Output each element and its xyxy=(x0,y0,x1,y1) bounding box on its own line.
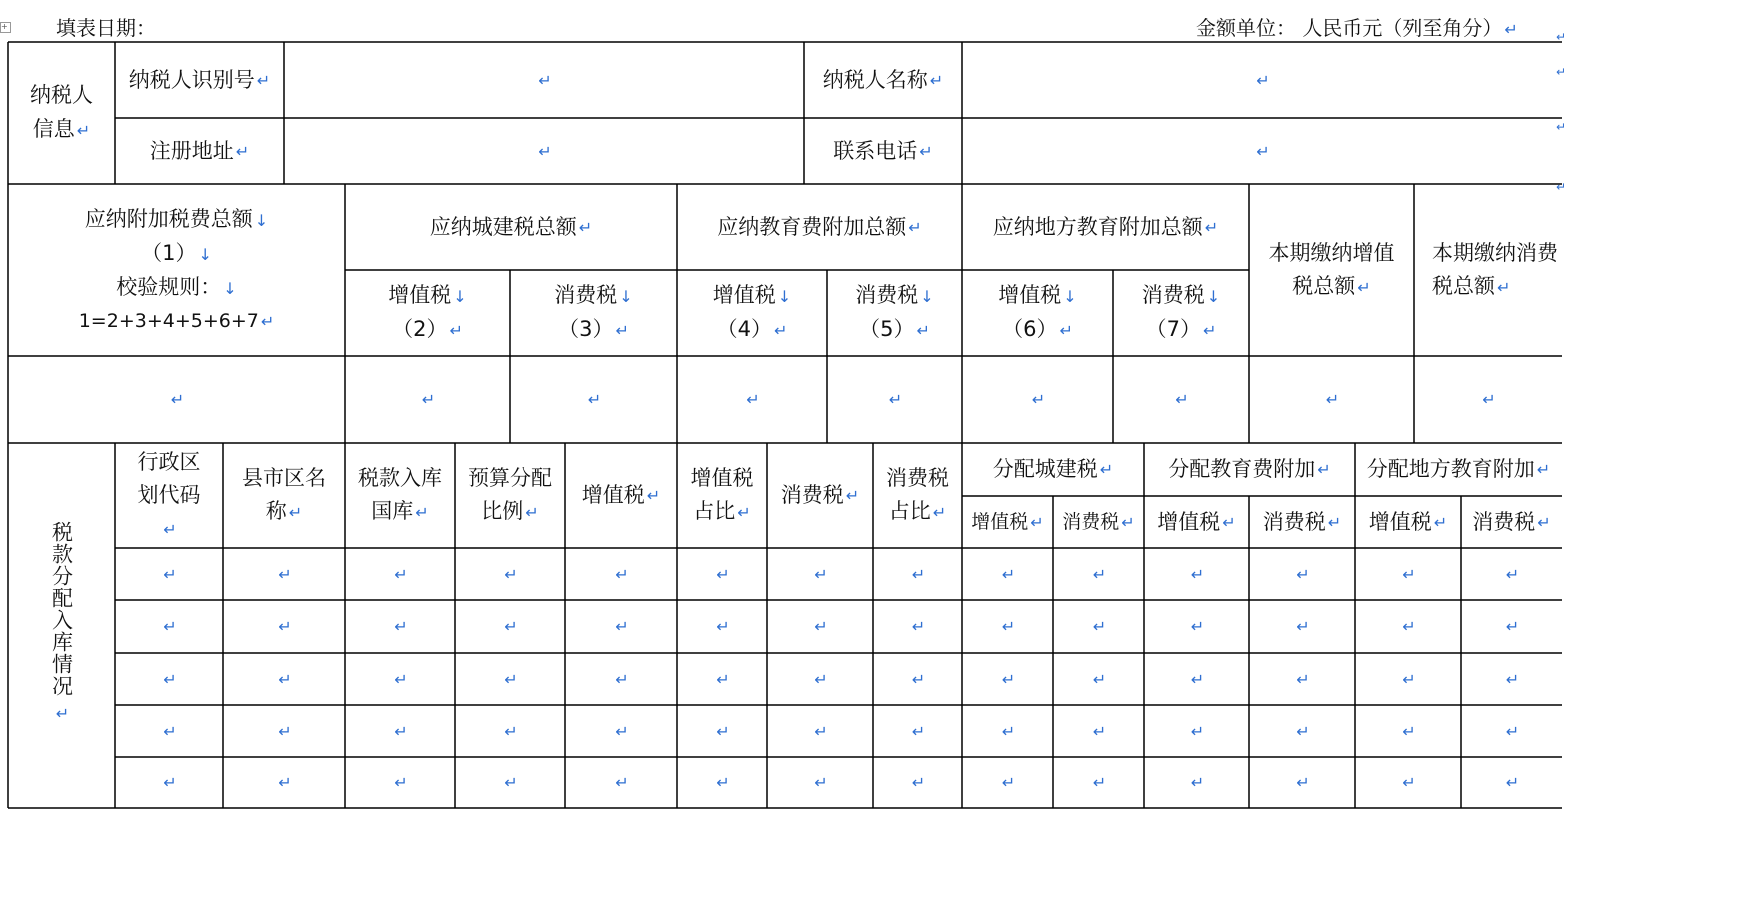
paragraph-mark-icon: ↵ xyxy=(1190,721,1205,741)
paragraph-mark-icon: ↵ xyxy=(394,564,408,584)
paragraph-mark-icon: ↵ xyxy=(278,669,292,689)
taxpayer-id-field[interactable]: ↵ xyxy=(538,70,552,90)
paragraph-mark-icon: ↵ xyxy=(394,617,408,636)
table-cell[interactable] xyxy=(1461,653,1562,705)
paragraph-mark-icon: ↵ xyxy=(814,564,828,584)
paragraph-mark-icon: ↵ xyxy=(615,773,629,792)
paragraph-mark-icon: ↵ xyxy=(1296,564,1310,584)
table-cell[interactable] xyxy=(345,653,455,705)
paragraph-mark-icon: ↵ xyxy=(1190,564,1205,584)
table-cell[interactable] xyxy=(962,548,1053,600)
table-cell[interactable] xyxy=(962,600,1053,653)
paragraph-mark-icon: ↵ xyxy=(394,773,408,792)
county-name-header: 县市区名称 ↵ xyxy=(242,466,326,523)
taxpayer-name-field[interactable]: ↵ xyxy=(1256,70,1270,90)
table-cell[interactable] xyxy=(345,600,455,653)
table-cell[interactable] xyxy=(455,705,565,757)
total-surcharge-value[interactable]: ↵ xyxy=(170,390,185,409)
paragraph-mark-icon: ↵ xyxy=(504,721,518,741)
allocate-edu-surcharge-header: 分配教育费附加 ↵ xyxy=(1168,457,1331,481)
paragraph-mark-icon: ↵ xyxy=(1296,669,1310,689)
table-cell[interactable] xyxy=(565,600,677,653)
paragraph-mark-icon: ↵ xyxy=(911,617,926,636)
paragraph-mark-icon: ↵ xyxy=(163,617,177,636)
table-cell[interactable] xyxy=(1053,757,1144,808)
paragraph-mark-icon: ↵ xyxy=(278,773,292,792)
table-cell[interactable] xyxy=(455,653,565,705)
row-end-marker: ↵ xyxy=(1556,180,1567,194)
table-cell[interactable] xyxy=(1053,705,1144,757)
paragraph-mark-icon: ↵ xyxy=(1092,564,1107,584)
paragraph-mark-icon: ↵ xyxy=(394,721,408,741)
paragraph-mark-icon: ↵ xyxy=(1505,669,1520,689)
table-cell[interactable] xyxy=(1461,600,1562,653)
consumption-paid-total-label: 本期缴纳消费税总额 ↵ xyxy=(1432,240,1558,298)
paragraph-mark-icon: ↵ xyxy=(394,669,408,689)
paragraph-mark-icon: ↵ xyxy=(278,617,292,636)
paragraph-mark-icon: ↵ xyxy=(911,721,926,741)
table-cell[interactable] xyxy=(1355,757,1461,808)
allocate-local-edu-header: 分配地方教育附加 ↵ xyxy=(1366,457,1551,481)
table-cell[interactable] xyxy=(1355,548,1461,600)
paragraph-mark-icon: ↵ xyxy=(814,773,828,792)
local-edu-vat-col-header: 增值税 ↓ （6） ↵ xyxy=(998,283,1077,341)
table-cell[interactable] xyxy=(767,653,873,705)
paragraph-mark-icon: ↵ xyxy=(615,721,629,741)
vat-paid-value[interactable]: ↵ xyxy=(1325,390,1340,409)
row-end-marker: ↵ xyxy=(1556,65,1567,79)
table-cell[interactable] xyxy=(873,757,962,808)
table-cell[interactable] xyxy=(1144,705,1249,757)
paragraph-mark-icon: ↵ xyxy=(1001,564,1016,584)
paragraph-mark-icon: ↵ xyxy=(814,617,828,636)
table-cell[interactable] xyxy=(1144,653,1249,705)
urban-consumption-col-header: 消费税 ↓ （3） ↵ xyxy=(554,283,633,341)
table-cell[interactable] xyxy=(1053,653,1144,705)
local-edu-vat-value[interactable]: ↵ xyxy=(1031,390,1046,409)
urban-vat-sub-header: 增值税 ↵ xyxy=(971,510,1044,533)
table-cell[interactable] xyxy=(677,757,767,808)
local-education-total-label: 应纳地方教育附加总额 ↵ xyxy=(992,214,1219,239)
paragraph-mark-icon: ↵ xyxy=(716,669,730,689)
paragraph-mark-icon: ↵ xyxy=(1001,617,1016,636)
table-cell[interactable] xyxy=(1249,705,1355,757)
urban-vat-value[interactable]: ↵ xyxy=(421,390,436,409)
local-edu-consumption-sub-header: 消费税 ↵ xyxy=(1472,509,1551,534)
currency-unit-label: 金额单位： 人民币元（列至角分） ↵ xyxy=(1196,16,1518,40)
table-cell[interactable] xyxy=(115,600,223,653)
allocation-section-label: 税款分配入库情况 ↵ xyxy=(49,521,74,723)
paragraph-mark-icon: ↵ xyxy=(814,721,828,741)
table-cell[interactable] xyxy=(1053,548,1144,600)
table-cell[interactable] xyxy=(223,757,345,808)
table-cell[interactable] xyxy=(345,757,455,808)
paragraph-mark-icon: ↵ xyxy=(615,669,629,689)
education-surcharge-total-label: 应纳教育费附加总额 ↵ xyxy=(717,214,922,239)
vat-share-header: 增值税占比 ↵ xyxy=(690,466,754,523)
total-surcharge-label: 应纳附加税费总额 ↓ （1） ↓ 校验规则： ↓ 1=2+3+4+5+6+7 ↵ xyxy=(78,206,275,332)
paragraph-mark-icon: ↵ xyxy=(716,564,730,584)
table-cell[interactable] xyxy=(455,600,565,653)
address-field[interactable]: ↵ xyxy=(538,141,552,161)
table-cell[interactable] xyxy=(223,600,345,653)
table-cell[interactable] xyxy=(1355,653,1461,705)
paragraph-mark-icon: ↵ xyxy=(1505,721,1520,741)
paragraph-mark-icon: ↵ xyxy=(1296,721,1310,741)
phone-field[interactable]: ↵ xyxy=(1256,141,1270,161)
paragraph-mark-icon: ↵ xyxy=(278,564,292,584)
paragraph-mark-icon: ↵ xyxy=(504,773,518,792)
paragraph-mark-icon: ↵ xyxy=(1402,564,1416,584)
table-cell[interactable] xyxy=(767,600,873,653)
table-cell[interactable] xyxy=(1249,653,1355,705)
paragraph-mark-icon: ↵ xyxy=(504,564,518,584)
table-cell[interactable] xyxy=(767,705,873,757)
table-cell[interactable] xyxy=(677,653,767,705)
paragraph-mark-icon: ↵ xyxy=(163,564,177,584)
taxpayer-info-label: 纳税人信息 ↵ xyxy=(30,83,93,141)
paragraph-mark-icon: ↵ xyxy=(1402,617,1416,636)
table-cell[interactable] xyxy=(345,548,455,600)
table-cell[interactable] xyxy=(1144,600,1249,653)
vat-paid-total-label: 本期缴纳增值税总额 ↵ xyxy=(1268,240,1395,298)
paragraph-mark-icon: ↵ xyxy=(911,564,926,584)
paragraph-mark-icon: ↵ xyxy=(1296,773,1310,792)
paragraph-mark-icon: ↵ xyxy=(1402,669,1416,689)
urban-vat-col-header: 增值税 ↓ （2） ↵ xyxy=(388,283,467,341)
table-cell[interactable] xyxy=(1461,705,1562,757)
paragraph-mark-icon: ↵ xyxy=(615,564,629,584)
local-edu-consumption-value[interactable]: ↵ xyxy=(1175,390,1189,409)
urban-consumption-sub-header: 消费税 ↵ xyxy=(1062,510,1135,533)
table-cell[interactable] xyxy=(873,548,962,600)
budget-ratio-header: 预算分配比例 ↵ xyxy=(468,466,552,523)
anchor-icon: + xyxy=(0,22,11,33)
table-cell[interactable] xyxy=(115,653,223,705)
treasury-header: 税款入库国库 ↵ xyxy=(358,466,442,523)
table-cell[interactable] xyxy=(677,548,767,600)
table-cell[interactable] xyxy=(115,548,223,600)
table-cell[interactable] xyxy=(455,548,565,600)
region-code-header: 行政区划代码↵ xyxy=(137,449,201,539)
table-cell[interactable] xyxy=(223,548,345,600)
paragraph-mark-icon: ↵ xyxy=(911,773,926,792)
table-cell[interactable] xyxy=(1144,757,1249,808)
table-cell[interactable] xyxy=(1249,600,1355,653)
address-label: 注册地址 ↵ xyxy=(149,138,250,163)
paragraph-mark-icon: ↵ xyxy=(716,617,730,636)
paragraph-mark-icon: ↵ xyxy=(1505,773,1520,792)
paragraph-mark-icon: ↵ xyxy=(278,721,292,741)
table-cell[interactable] xyxy=(962,653,1053,705)
paragraph-mark-icon: ↵ xyxy=(615,617,629,636)
edu-consumption-sub-header: 消费税 ↵ xyxy=(1262,509,1342,534)
taxpayer-id-label: 纳税人识别号 ↵ xyxy=(128,67,271,92)
paragraph-mark-icon: ↵ xyxy=(1001,669,1016,689)
edu-vat-col-header: 增值税 ↓ （4） ↵ xyxy=(712,283,792,341)
paragraph-mark-icon: ↵ xyxy=(1092,617,1107,636)
table-cell[interactable] xyxy=(962,705,1053,757)
fill-date-label: 填表日期： xyxy=(56,16,156,40)
paragraph-mark-icon: ↵ xyxy=(1001,773,1016,792)
table-cell[interactable] xyxy=(677,705,767,757)
paragraph-mark-icon: ↵ xyxy=(1505,564,1520,584)
table-cell[interactable] xyxy=(1461,548,1562,600)
paragraph-mark-icon: ↵ xyxy=(1190,617,1205,636)
taxpayer-name-label: 纳税人名称 ↵ xyxy=(822,67,944,92)
urban-tax-total-label: 应纳城建税总额 ↵ xyxy=(429,214,593,239)
paragraph-mark-icon: ↵ xyxy=(1092,773,1107,792)
paragraph-mark-icon: ↵ xyxy=(1505,617,1520,636)
table-cell[interactable] xyxy=(873,705,962,757)
table-cell[interactable] xyxy=(962,757,1053,808)
table-cell[interactable] xyxy=(565,757,677,808)
local-edu-vat-sub-header: 增值税 ↵ xyxy=(1368,509,1448,534)
table-cell[interactable] xyxy=(1249,548,1355,600)
table-cell[interactable] xyxy=(1144,548,1249,600)
table-cell[interactable] xyxy=(565,705,677,757)
table-cell[interactable] xyxy=(565,548,677,600)
table-cell[interactable] xyxy=(1461,757,1562,808)
paragraph-mark-icon: ↵ xyxy=(814,669,828,689)
table-cell[interactable] xyxy=(1355,705,1461,757)
paragraph-mark-icon: ↵ xyxy=(1092,669,1107,689)
urban-consumption-value[interactable]: ↵ xyxy=(587,390,602,409)
table-cell[interactable] xyxy=(873,600,962,653)
table-cell[interactable] xyxy=(767,757,873,808)
paragraph-mark-icon: ↵ xyxy=(911,669,926,689)
table-cell[interactable] xyxy=(115,757,223,808)
table-cell[interactable] xyxy=(223,653,345,705)
table-cell[interactable] xyxy=(677,600,767,653)
row-end-marker: ↵ xyxy=(1556,30,1567,44)
allocate-urban-tax-header: 分配城建税 ↵ xyxy=(992,457,1114,481)
consumption-header: 消费税 ↵ xyxy=(780,483,860,507)
edu-vat-value[interactable]: ↵ xyxy=(746,390,760,409)
table-cell[interactable] xyxy=(1355,600,1461,653)
vat-header: 增值税 ↵ xyxy=(581,483,661,507)
paragraph-mark-icon: ↵ xyxy=(716,721,730,741)
paragraph-mark-icon: ↵ xyxy=(1190,773,1205,792)
paragraph-mark-icon: ↵ xyxy=(1402,773,1416,792)
row-end-marker: ↵ xyxy=(1556,120,1567,134)
paragraph-mark-icon: ↵ xyxy=(1001,721,1016,741)
table-cell[interactable] xyxy=(1053,600,1144,653)
edu-consumption-col-header: 消费税 ↓ （5） ↵ xyxy=(855,283,934,341)
edu-vat-sub-header: 增值税 ↵ xyxy=(1157,509,1236,534)
table-cell[interactable] xyxy=(565,653,677,705)
paragraph-mark-icon: ↵ xyxy=(1092,721,1107,741)
local-edu-consumption-col-header: 消费税 ↓ （7） ↵ xyxy=(1141,283,1221,341)
paragraph-mark-icon: ↵ xyxy=(163,773,177,792)
phone-label: 联系电话 ↵ xyxy=(833,138,933,163)
consumption-share-header: 消费税占比 ↵ xyxy=(886,466,949,523)
table-cell[interactable] xyxy=(767,548,873,600)
paragraph-mark-icon: ↵ xyxy=(1402,721,1416,741)
table-cell[interactable] xyxy=(115,705,223,757)
table-cell[interactable] xyxy=(223,705,345,757)
paragraph-mark-icon: ↵ xyxy=(716,773,730,792)
paragraph-mark-icon: ↵ xyxy=(504,669,518,689)
paragraph-mark-icon: ↵ xyxy=(1190,669,1205,689)
edu-consumption-value[interactable]: ↵ xyxy=(888,390,903,409)
consumption-paid-value[interactable]: ↵ xyxy=(1482,390,1496,409)
table-cell[interactable] xyxy=(1249,757,1355,808)
table-cell[interactable] xyxy=(455,757,565,808)
table-cell[interactable] xyxy=(873,653,962,705)
table-cell[interactable] xyxy=(345,705,455,757)
paragraph-mark-icon: ↵ xyxy=(504,617,518,636)
paragraph-mark-icon: ↵ xyxy=(163,669,177,689)
paragraph-mark-icon: ↵ xyxy=(1296,617,1310,636)
paragraph-mark-icon: ↵ xyxy=(163,721,177,741)
